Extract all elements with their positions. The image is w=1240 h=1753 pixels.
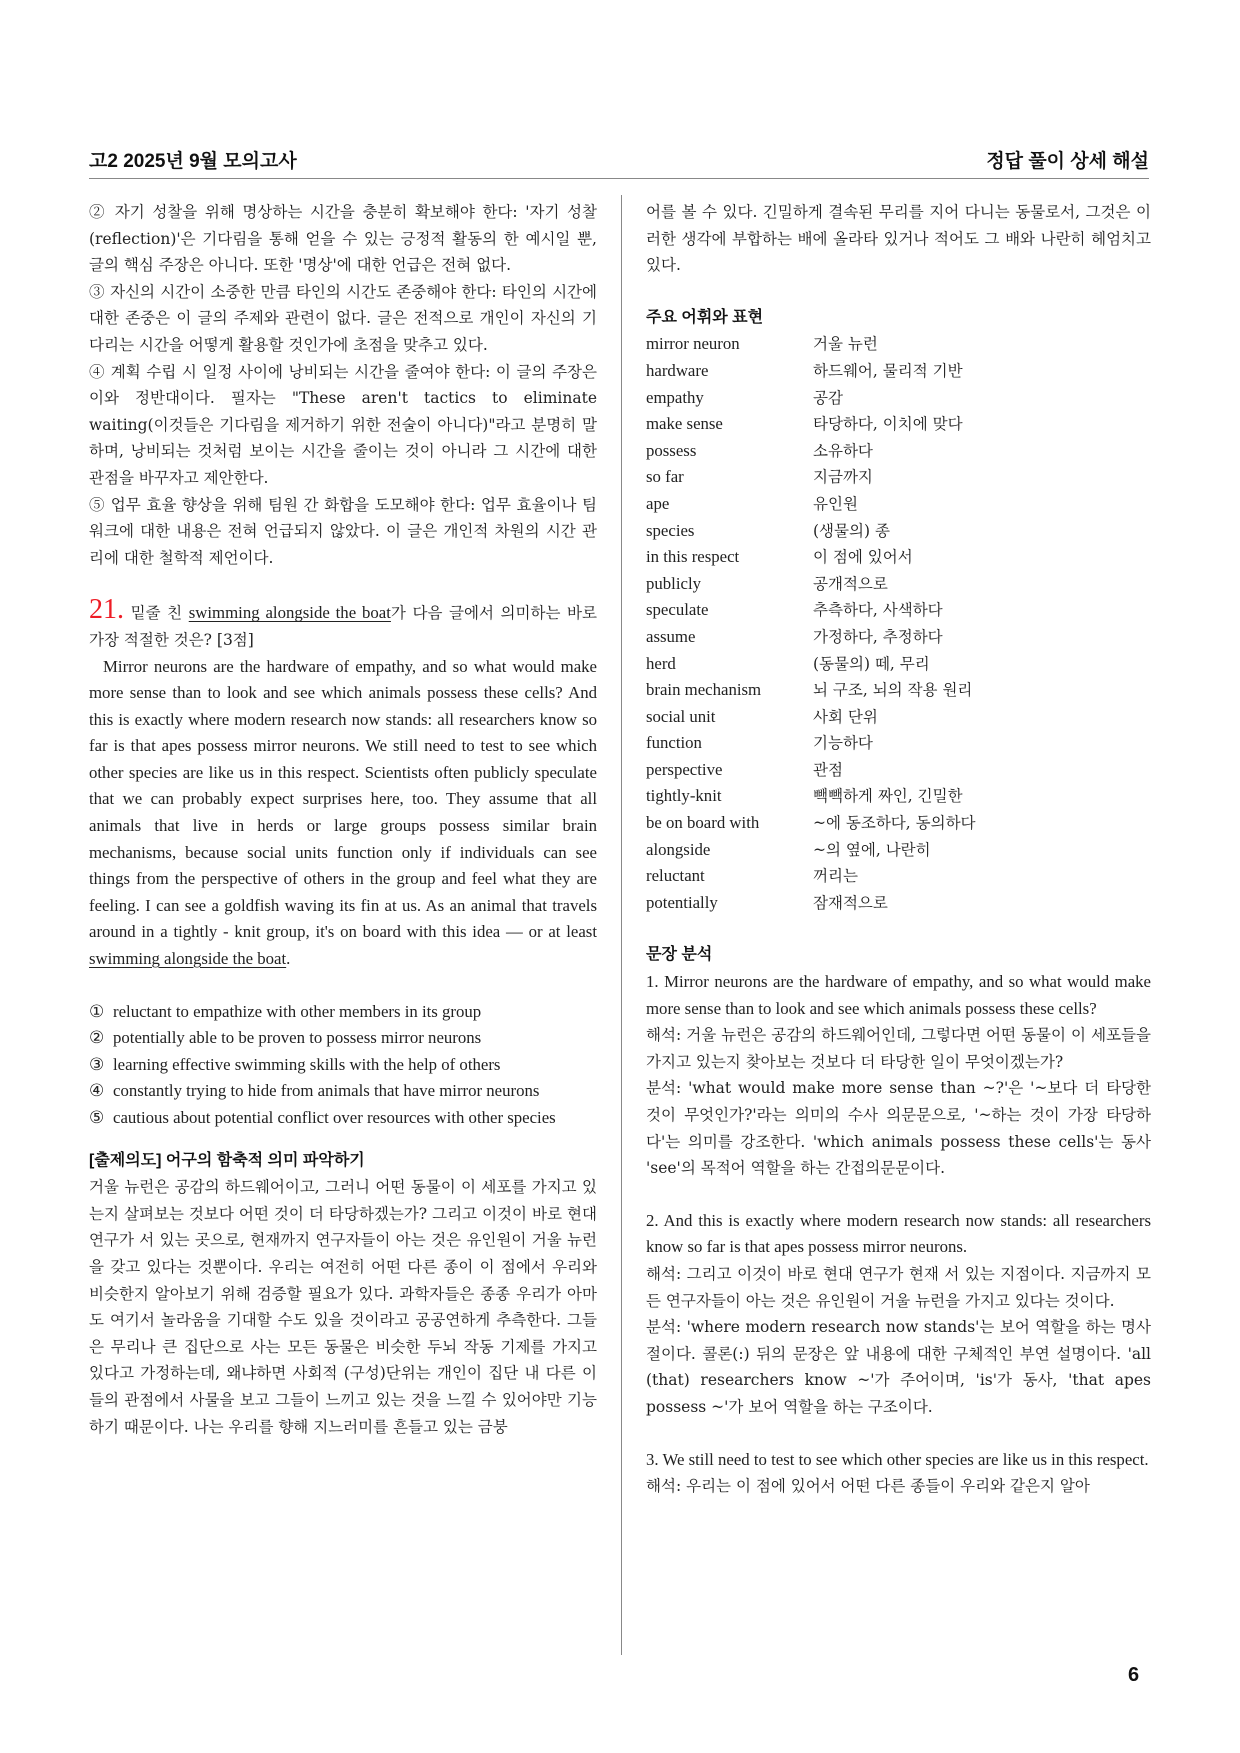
spacer <box>646 1421 1151 1447</box>
spacer <box>646 279 1151 305</box>
prompt-post: 가 다음 글에서 의미하는 바로 가장 적절한 것은? [3점] <box>89 604 598 649</box>
choice-text: constantly trying to hide from animals that have mirror neurons <box>113 1081 540 1101</box>
vocab-meaning: 지금까지 <box>813 468 873 487</box>
analysis-sentence: 1. Mirror neurons are the hardware of empathy, and so what would make more sense than to look and see which animals possess these cells? <box>646 972 1151 1018</box>
explanation-choice-3: ③ 자신의 시간이 소중한 만큼 타인의 시간도 존중해야 한다: 타인의 시간에 대한 존중은 이 글의 주제와 관련이 없다. 글은 전적으로 개인이 자신의 기다리는 시간을 어떻게 활용할 것인가에 초점을 맞추고 있다. <box>89 282 597 354</box>
vocab-term: empathy <box>646 387 704 407</box>
column-divider <box>621 195 622 1655</box>
answer-choices <box>89 999 597 1132</box>
vocab-meaning: 기능하다 <box>813 734 873 753</box>
vocab-meaning: 공개적으로 <box>813 574 888 593</box>
vocab-meaning: 뇌 구조, 뇌의 작용 원리 <box>813 681 973 700</box>
vocab-meaning: ~에 동조하다, 동의하다 <box>813 814 976 833</box>
choice-mark: ④ <box>89 1081 105 1101</box>
explanation-choice-2: ② 자기 성찰을 위해 명상하는 시간을 충분히 확보해야 한다: '자기 성찰(reflection)'은 기다림을 통해 얻을 수 있는 긍정적 활동의 한 예시일 뿐, 글의 핵심 주장은 아니다. 또한 '명상'에 대한 언급은 전혀 없다. <box>89 203 597 275</box>
analysis-explanation: 분석: 'what would make more sense than ~?'은 '~보다 더 타당한 것이 무엇인가?'라는 의미의 수사 의문문으로, '~하는 것이 가장 타당하다'는 의미를 강조한다. 'which animals possess these cells'는 동사 'see'의 목적어 역할을 하는 간접의문문이다. <box>646 1079 1151 1178</box>
choice-1[interactable] <box>89 999 597 1026</box>
vocab-list <box>646 331 1151 916</box>
vocab-item <box>646 757 1151 784</box>
vocab-term: herd <box>646 653 676 673</box>
vocab-term: reluctant <box>646 866 705 886</box>
analysis-sentence: 3. We still need to test to see which other species are like us in this respect. <box>646 1449 1149 1469</box>
analysis-explanation: 분석: 'where modern research now stands'는 보어 역할을 하는 명사절이다. 콜론(:) 뒤의 문장은 앞 내용에 대한 구체적인 부연 설명이다. 'all (that) researchers know ~'가 주어이며, 'is'가 동사, 'that apes possess ~'가 보어 역할을 하는 구조이다. <box>646 1318 1151 1416</box>
vocab-term: mirror neuron <box>646 334 740 354</box>
vocab-item <box>646 651 1151 678</box>
vocab-meaning: ~의 옆에, 나란히 <box>813 840 931 859</box>
header-divider <box>89 178 1149 179</box>
vocab-item <box>646 331 1151 358</box>
vocab-term: alongside <box>646 839 711 859</box>
choice-4[interactable] <box>89 1078 597 1105</box>
vocab-item <box>646 704 1151 731</box>
vocab-term: possess <box>646 440 697 460</box>
section-title: 정답 풀이 상세 해설 <box>986 151 1149 172</box>
analysis-translation: 해석: 그리고 이것이 바로 현대 연구가 현재 서 있는 지점이다. 지금까지 모든 연구자들이 아는 것은 유인원이 거울 뉴런을 가지고 있다는 것이다. <box>646 1264 1151 1310</box>
vocab-meaning: 추측하다, 사색하다 <box>813 601 943 620</box>
choice-3[interactable] <box>89 1052 597 1079</box>
vocab-item <box>646 810 1151 837</box>
vocab-term: publicly <box>646 573 701 593</box>
vocab-term: tightly-knit <box>646 786 722 806</box>
analysis-item-1 <box>646 969 1151 1182</box>
vocab-term: species <box>646 520 695 540</box>
analysis-item-3 <box>646 1447 1151 1500</box>
vocab-item <box>646 677 1151 704</box>
vocab-item <box>646 730 1151 757</box>
vocab-term: so far <box>646 467 684 487</box>
spacer <box>646 916 1151 942</box>
choice-text: reluctant to empathize with other members in its group <box>113 1001 482 1021</box>
vocab-term: brain mechanism <box>646 680 762 700</box>
choice-text: potentially able to be proven to possess mirror neurons <box>113 1028 482 1048</box>
vocab-term: be on board with <box>646 813 760 833</box>
passage-underlined-phrase: swimming alongside the boat <box>89 949 287 969</box>
exam-title: 고2 2025년 9월 모의고사 <box>89 151 297 172</box>
choice-text: learning effective swimming skills with the help of others <box>113 1054 501 1074</box>
question-prompt <box>89 594 598 653</box>
passage-text: Mirror neurons are the hardware of empathy, and so what would make more sense than to look and see which animals possess these cells? And this is exactly where modern research now stands: all researchers know so far is that apes possess mirror neurons. We still need to test to see which other species are like us in this respect. Scientists often publicly speculate that we can probably expect surprises here, too. They assume that all animals that live in herds or large groups possess similar brain mechanisms, because social units function only if individuals can see things from the perspective of others in the group and feel what they are feeling. I can see a goldfish waving its fin at us. As an animal that travels around in a tightly - knit group, it's on board with this idea — or at least <box>89 656 597 942</box>
passage-end: . <box>286 949 291 969</box>
analysis-item-2 <box>646 1208 1151 1421</box>
vocab-meaning: (동물의) 떼, 무리 <box>813 654 930 673</box>
intent-body-continued: 어를 볼 수 있다. 긴밀하게 결속된 무리를 지어 다니는 동물로서, 그것은 이러한 생각에 부합하는 배에 올라타 있거나 적어도 그 배와 나란히 헤엄치고 있다. <box>646 203 1151 275</box>
vocab-item <box>646 571 1151 598</box>
right-column <box>646 199 1151 1500</box>
vocab-meaning: 하드웨어, 물리적 기반 <box>813 361 963 380</box>
spacer <box>89 973 597 999</box>
vocab-term: social unit <box>646 706 716 726</box>
vocab-meaning: 사회 단위 <box>813 707 878 726</box>
vocab-meaning: 거울 뉴런 <box>813 335 878 354</box>
explanation-choice-4: ④ 계획 수립 시 일정 사이에 낭비되는 시간을 줄여야 한다: 이 글의 주장은 이와 정반대이다. 필자는 "These aren't tactics to eliminate waiting(이것들은 기다림을 제거하기 위한 전술이 아니다)"라고 분명히 말하며, 낭비되는 것처럼 보이는 시간을 줄이는 것이 아니라 그 시간에 대한 관점을 바꾸자고 제안한다. <box>89 362 597 487</box>
vocab-meaning: (생물의) 종 <box>813 521 890 540</box>
vocab-meaning: 소유하다 <box>813 441 873 460</box>
explanation-choice-5: ⑤ 업무 효율 향상을 위해 팀원 간 화합을 도모해야 한다: 업무 효율이나 팀워크에 대한 내용은 전혀 언급되지 않았다. 이 글은 개인적 차원의 시간 관리에 대한 철학적 제언이다. <box>89 495 597 567</box>
page-header <box>89 140 1149 180</box>
vocab-term: make sense <box>646 414 723 434</box>
choice-5[interactable] <box>89 1105 597 1132</box>
vocab-item <box>646 385 1151 412</box>
vocab-item <box>646 597 1151 624</box>
vocab-item <box>646 837 1151 864</box>
vocab-term: potentially <box>646 892 718 912</box>
choice-2[interactable] <box>89 1025 597 1052</box>
prompt-underlined-phrase: swimming alongside the boat <box>188 603 391 623</box>
vocab-item <box>646 411 1151 438</box>
analysis-translation: 해석: 거울 뉴런은 공감의 하드웨어인데, 그렇다면 어떤 동물이 이 세포들을 가지고 있는지 찾아보는 것보다 더 타당한 일이 무엇이겠는가? <box>646 1026 1151 1071</box>
question-number: 21. <box>89 594 124 626</box>
vocab-term: ape <box>646 493 670 513</box>
vocab-meaning: 유인원 <box>813 494 858 513</box>
choice-mark: ③ <box>89 1054 105 1074</box>
vocab-meaning: 관점 <box>813 760 843 779</box>
vocab-meaning: 잠재적으로 <box>813 893 888 912</box>
vocab-term: assume <box>646 626 696 646</box>
choice-mark: ① <box>89 1001 105 1021</box>
spacer <box>89 1132 597 1148</box>
intent-body: 거울 뉴런은 공감의 하드웨어이고, 그러니 어떤 동물이 이 세포를 가지고 있는지 살펴보는 것보다 어떤 것이 더 타당하겠는가? 그리고 이것이 바로 현대 연구가 서 있는 곳으로, 현재까지 연구자들이 아는 것은 유인원이 거울 뉴런을 갖고 있다는 것뿐이다. 우리는 여전히 어떤 다른 종이 이 점에서 우리와 비슷한지 알아보기 위해 검증할 필요가 있다. 과학자들은 종종 우리가 아마도 여기서 놀라움을 기대할 수도 있을 것이라고 공공연하게 추측한다. 그들은 무리나 큰 집단으로 사는 모든 동물은 비슷한 두뇌 작동 기제를 가지고 있다고 가정하는데, 왜냐하면 사회적 (구성)단위는 개인이 집단 내 다른 이들의 관점에서 사물을 보고 그들이 느끼고 있는 것을 느낄 수 있어야만 기능하기 때문이다. 나는 우리를 향해 지느러미를 흔들고 있는 금붕 <box>89 1178 597 1436</box>
vocab-item <box>646 518 1151 545</box>
vocab-item <box>646 890 1151 917</box>
analysis-translation: 해석: 우리는 이 점에 있어서 어떤 다른 종들이 우리와 같은지 알아 <box>646 1477 1090 1496</box>
vocab-term: speculate <box>646 600 709 620</box>
vocab-term: perspective <box>646 759 723 779</box>
vocab-item <box>646 358 1151 385</box>
vocab-meaning: 타당하다, 이치에 맞다 <box>813 415 963 434</box>
vocab-item <box>646 544 1151 571</box>
spacer <box>646 1182 1151 1208</box>
vocab-term: function <box>646 733 702 753</box>
vocab-item <box>646 438 1151 465</box>
analysis-title: 문장 분석 <box>646 946 713 964</box>
question-passage <box>89 654 597 973</box>
vocab-meaning: 빽빽하게 짜인, 긴밀한 <box>813 787 963 806</box>
choice-mark: ⑤ <box>89 1108 105 1127</box>
vocab-meaning: 이 점에 있어서 <box>813 548 913 567</box>
left-column <box>89 199 597 1440</box>
page-number: 6 <box>1128 1664 1140 1686</box>
vocab-term: in this respect <box>646 547 740 567</box>
vocab-term: hardware <box>646 360 709 380</box>
choice-mark: ② <box>89 1028 105 1048</box>
vocab-item <box>646 783 1151 810</box>
choice-text: cautious about potential conflict over resources with other species <box>113 1108 556 1127</box>
vocab-meaning: 꺼리는 <box>813 867 858 886</box>
vocab-item <box>646 624 1151 651</box>
intent-title: [출제의도] 어구의 함축적 의미 파악하기 <box>89 1151 365 1169</box>
vocab-title: 주요 어휘와 표현 <box>646 308 764 326</box>
vocab-meaning: 공감 <box>813 388 843 407</box>
spacer <box>89 571 597 597</box>
analysis-sentence: 2. And this is exactly where modern research now stands: all researchers know so far is that apes possess mirror neurons. <box>646 1210 1151 1257</box>
vocab-meaning: 가정하다, 추정하다 <box>813 627 943 646</box>
vocab-item <box>646 464 1151 491</box>
vocab-item <box>646 863 1151 890</box>
prompt-pre: 밑줄 친 <box>130 604 189 623</box>
vocab-item <box>646 491 1151 518</box>
